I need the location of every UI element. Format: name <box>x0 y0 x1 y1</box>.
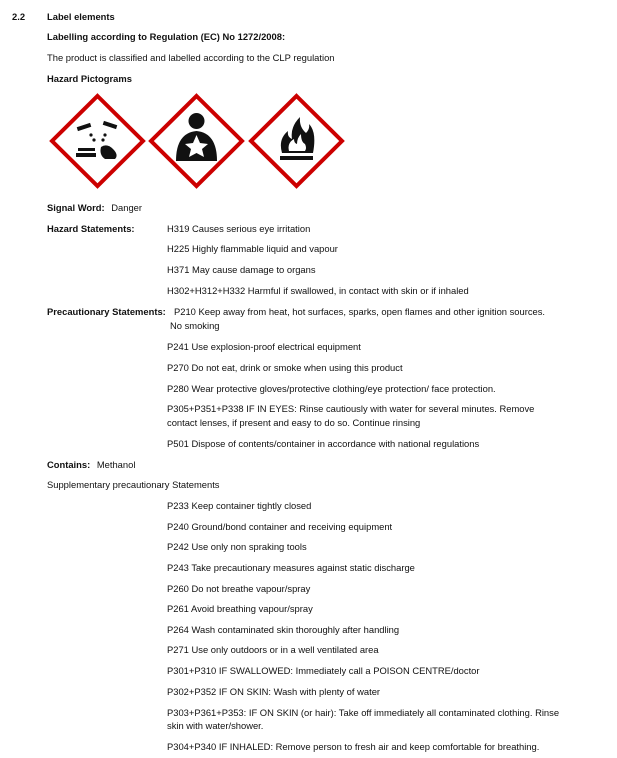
flammable-pictogram <box>248 93 345 189</box>
hazard-statements-label: Hazard Statements: <box>47 223 135 234</box>
health-hazard-pictogram <box>148 93 245 189</box>
supplementary-statement: P233 Keep container tightly closed <box>167 500 312 511</box>
supplementary-statement: P301+P310 IF SWALLOWED: Immediately call a POISON CENTRE/doctor <box>167 665 480 676</box>
supplementary-statement: P242 Use only non spraking tools <box>167 541 307 552</box>
supplementary-statement: P304+P340 IF INHALED: Remove person to fresh air and keep comfortable for breathing. <box>167 741 540 752</box>
pictograms-heading: Hazard Pictograms <box>47 73 132 84</box>
classification-text: The product is classified and labelled according to the CLP regulation <box>47 52 335 63</box>
signal-word-label: Signal Word: <box>47 202 105 213</box>
contains-value: Methanol <box>96 459 136 470</box>
signal-word-row <box>47 202 142 214</box>
supplementary-statement: P271 Use only outdoors or in a well ventilated area <box>167 644 379 655</box>
precautionary-statements-label: Precautionary Statements: <box>47 306 166 317</box>
corrosion-pictogram <box>49 93 146 189</box>
supplementary-heading: Supplementary precautionary Statements <box>47 479 220 490</box>
precautionary-statement: P501 Dispose of contents/container in accordance with national regulations <box>167 438 480 449</box>
precautionary-statement: P270 Do not eat, drink or smoke when using this product <box>167 362 403 373</box>
precautionary-statement: P241 Use explosion-proof electrical equipment <box>167 341 361 352</box>
precautionary-statement: P210 Keep away from heat, hot surfaces, sparks, open flames and other ignition sources. <box>174 306 546 317</box>
section-title: Label elements <box>47 11 115 22</box>
contains-label: Contains: <box>47 459 91 470</box>
precautionary-statement: P280 Wear protective gloves/protective clothing/eye protection/ face protection. <box>167 383 496 394</box>
supplementary-statement: P302+P352 IF ON SKIN: Wash with plenty of water <box>167 686 381 697</box>
precautionary-statement-cont: contact lenses, if present and easy to do so. Continue rinsing <box>167 417 421 428</box>
hazard-statement: H371 May cause damage to organs <box>167 264 316 275</box>
contains-row <box>47 459 135 471</box>
health-hazard-icon <box>148 93 245 189</box>
precautionary-statement: P305+P351+P338 IF IN EYES: Rinse cautiously with water for several minutes. Remove <box>167 403 535 414</box>
hazard-statement: H319 Causes serious eye irritation <box>167 223 311 234</box>
precautionary-statement-cont: No smoking <box>170 320 220 331</box>
supplementary-statement: P264 Wash contaminated skin thoroughly after handling <box>167 624 400 635</box>
corrosion-icon <box>49 93 146 189</box>
supplementary-statement: P240 Ground/bond container and receiving equipment <box>167 521 393 532</box>
hazard-statement: H225 Highly flammable liquid and vapour <box>167 243 338 254</box>
supplementary-statement: P260 Do not breathe vapour/spray <box>167 583 311 594</box>
supplementary-statement: P303+P361+P353: IF ON SKIN (or hair): Take off immediately all contaminated clothing. Rinse <box>167 707 560 718</box>
regulation-heading: Labelling according to Regulation (EC) No 1272/2008: <box>47 31 286 42</box>
supplementary-statement: P261 Avoid breathing vapour/spray <box>167 603 313 614</box>
signal-word-value: Danger <box>111 202 142 213</box>
supplementary-statement: P243 Take precautionary measures against static discharge <box>167 562 415 573</box>
section-number: 2.2 <box>12 11 26 22</box>
hazard-statement: H302+H312+H332 Harmful if swallowed, in contact with skin or if inhaled <box>167 285 469 296</box>
supplementary-statement-cont: skin with water/shower. <box>167 720 264 731</box>
flame-icon <box>248 93 345 189</box>
